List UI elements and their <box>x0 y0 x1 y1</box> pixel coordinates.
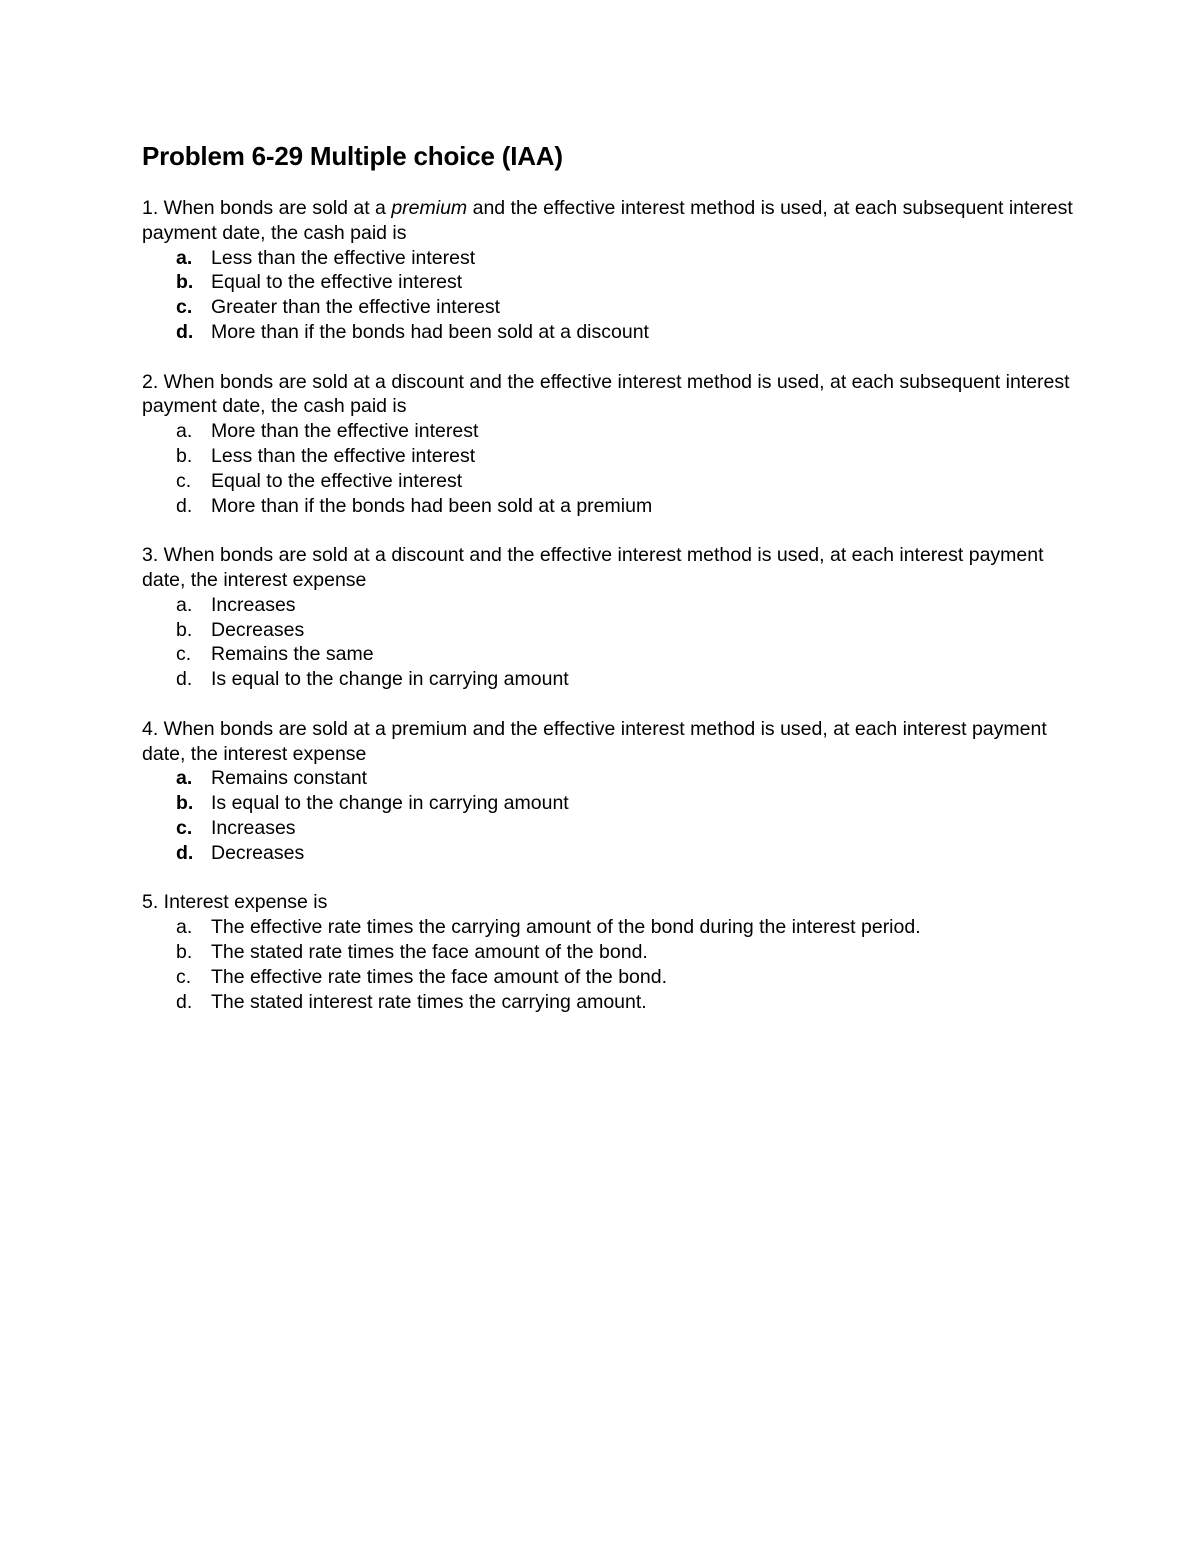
option-letter: b. <box>176 792 194 815</box>
option-text: The effective rate times the carrying amount of the bond during the interest period. <box>211 916 921 939</box>
option-d <box>142 494 1082 519</box>
option-d <box>142 841 1082 866</box>
option-letter: a. <box>176 246 193 269</box>
option-text: Increases <box>211 593 296 616</box>
option-c <box>142 816 1082 841</box>
option-b <box>142 270 1082 295</box>
question-number: 1. <box>142 197 159 219</box>
options-list <box>142 419 1082 518</box>
option-letter: b. <box>176 271 194 294</box>
option-a <box>142 419 1082 444</box>
question-number: 5. <box>142 891 159 914</box>
option-text: The effective rate times the face amount of the bond. <box>211 965 667 988</box>
options-list <box>142 915 1082 1014</box>
question-text: When bonds are sold at a premium and the effective interest method is used, at each interest payment date, the interest expense <box>142 717 1047 765</box>
option-letter: a. <box>176 916 193 939</box>
question-stem <box>142 370 1082 420</box>
option-letter: b. <box>176 940 193 963</box>
option-letter: c. <box>176 296 193 319</box>
option-c <box>142 295 1082 320</box>
question-stem <box>142 890 1082 915</box>
option-text: Equal to the effective interest <box>211 469 463 492</box>
option-letter: c. <box>176 469 192 492</box>
option-letter: d. <box>176 494 193 517</box>
option-b <box>142 618 1082 643</box>
option-text: Is equal to the change in carrying amount <box>211 668 569 691</box>
option-letter: c. <box>176 965 192 988</box>
question-3 <box>142 543 1082 692</box>
option-letter: d. <box>176 841 194 864</box>
option-text: Is equal to the change in carrying amount <box>211 792 569 815</box>
option-a <box>142 246 1082 271</box>
option-text: Less than the effective interest <box>211 246 476 269</box>
option-c <box>142 965 1082 990</box>
question-5 <box>142 890 1082 1014</box>
question-number: 3. <box>142 544 159 567</box>
option-text: Equal to the effective interest <box>211 271 463 294</box>
question-text: When bonds are sold at a discount and the effective interest method is used, at each subsequent interest payment date, the cash paid is <box>142 370 1070 418</box>
question-2 <box>142 370 1082 519</box>
option-d <box>142 320 1082 345</box>
question-stem <box>142 543 1082 593</box>
option-text: Remains the same <box>211 643 374 666</box>
question-text-italic: premium <box>391 197 468 219</box>
question-text: When bonds are sold at a discount and the effective interest method is used, at each interest payment date, the interest expense <box>142 544 1044 591</box>
option-text: More than if the bonds had been sold at a premium <box>211 494 653 517</box>
option-text: Remains constant <box>211 767 368 790</box>
option-letter: c. <box>176 816 193 839</box>
option-a <box>142 593 1082 618</box>
option-letter: d. <box>176 320 194 343</box>
option-d <box>142 667 1082 692</box>
option-b <box>142 791 1082 816</box>
options-list <box>142 246 1082 345</box>
option-letter: a. <box>176 767 193 790</box>
option-text: More than if the bonds had been sold at a discount <box>211 320 649 343</box>
question-4 <box>142 717 1082 866</box>
option-letter: d. <box>176 668 193 691</box>
option-a <box>142 766 1082 791</box>
option-text: Greater than the effective interest <box>211 296 501 319</box>
question-number: 2. <box>142 370 159 393</box>
option-b <box>142 444 1082 469</box>
option-letter: a. <box>176 420 193 443</box>
option-text: Decreases <box>211 618 305 641</box>
options-list <box>142 766 1082 865</box>
question-1 <box>142 196 1082 345</box>
options-list <box>142 593 1082 692</box>
option-text: More than the effective interest <box>211 420 479 443</box>
question-stem <box>142 717 1082 767</box>
option-b <box>142 940 1082 965</box>
option-c <box>142 642 1082 667</box>
option-c <box>142 469 1082 494</box>
option-letter: a. <box>176 593 193 616</box>
option-text: The stated rate times the face amount of the bond. <box>211 940 648 963</box>
question-text: Interest expense is <box>158 891 328 914</box>
option-letter: d. <box>176 990 193 1013</box>
option-letter: c. <box>176 643 192 666</box>
option-letter: b. <box>176 444 193 467</box>
option-text: Decreases <box>211 841 305 864</box>
option-text: Increases <box>211 816 296 839</box>
question-number: 4. <box>142 717 159 740</box>
option-text: Less than the effective interest <box>211 444 476 467</box>
document-page <box>142 140 1082 1039</box>
question-text: When bonds are sold at a <box>158 197 392 219</box>
option-letter: b. <box>176 618 193 641</box>
page-title: Problem 6-29 Multiple choice (IAA) <box>142 141 563 171</box>
question-stem <box>142 196 1082 246</box>
question-text: and the effective interest method is used, at each subsequent interest payment date, the cash paid is <box>142 197 1073 244</box>
option-a <box>142 915 1082 940</box>
option-d <box>142 990 1082 1015</box>
option-text: The stated interest rate times the carrying amount. <box>211 990 647 1013</box>
